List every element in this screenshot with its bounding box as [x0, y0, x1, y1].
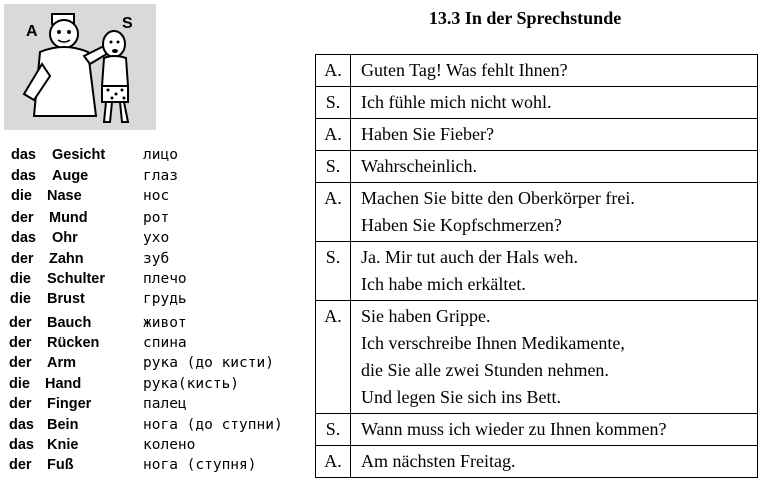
dialogue-line: Haben Sie Fieber?: [361, 124, 494, 144]
vocab-noun: Knie: [47, 437, 79, 453]
dialogue-row: [316, 151, 758, 183]
dialogue-line: Wann muss ich wieder zu Ihnen kommen?: [361, 419, 667, 439]
vocab-translation: нога (ступня): [143, 457, 257, 473]
vocab-noun: Bauch: [47, 315, 92, 331]
dialogue-row: [316, 87, 758, 119]
dialogue-row: [316, 446, 758, 478]
vocab-translation: рука(кисть): [143, 376, 240, 392]
vocab-translation: живот: [143, 315, 187, 331]
dialogue-line: Ja. Mir tut auch der Hals weh.: [361, 247, 578, 267]
dialogue-speaker: A.: [316, 446, 351, 478]
vocab-translation: рука (до кисти): [143, 355, 274, 371]
vocab-noun: Arm: [47, 355, 77, 371]
dialogue-line: Am nächsten Freitag.: [361, 451, 516, 471]
vocab-translation: палец: [143, 396, 187, 412]
vocab-noun: Zahn: [49, 251, 84, 267]
doctor-patient-illustration: [4, 4, 156, 130]
dialogue-text: [351, 183, 758, 242]
vocab-article: der: [9, 396, 32, 412]
dialogue-speaker: A.: [316, 301, 351, 414]
vocab-row: [0, 147, 300, 167]
vocab-translation: спина: [143, 335, 187, 351]
vocab-noun: Hand: [45, 376, 82, 392]
vocab-article: das: [9, 417, 34, 433]
vocab-translation: лицо: [143, 147, 178, 163]
dialogue-text: [351, 55, 758, 87]
vocab-article: der: [11, 251, 34, 267]
doctor-patient-drawing: [4, 4, 156, 130]
vocab-article: der: [9, 335, 32, 351]
dialogue-speaker: S.: [316, 242, 351, 301]
vocab-noun: Schulter: [47, 271, 106, 287]
vocab-row: [0, 396, 300, 416]
vocab-row: [0, 251, 300, 271]
vocab-article: der: [9, 457, 32, 473]
vocab-noun: Brust: [47, 291, 85, 307]
vocab-row: [0, 437, 300, 457]
dialogue-row: [316, 119, 758, 151]
dialogue-row: [316, 55, 758, 87]
dialogue-table: [315, 54, 758, 478]
vocab-row: [0, 210, 300, 230]
vocab-row: [0, 271, 300, 291]
vocab-translation: зуб: [143, 251, 170, 267]
dialogue-line: Guten Tag! Was fehlt Ihnen?: [361, 60, 568, 80]
label-s: S: [122, 15, 133, 32]
dialogue-row: [316, 414, 758, 446]
vocab-translation: глаз: [143, 168, 178, 184]
dialogue-line: Und legen Sie sich ins Bett.: [361, 387, 561, 407]
vocab-translation: нос: [143, 188, 170, 204]
label-a: A: [26, 23, 38, 40]
vocab-row: [0, 376, 300, 396]
vocab-row: [0, 335, 300, 355]
dialogue-speaker: S.: [316, 151, 351, 183]
vocab-row: [0, 188, 300, 208]
vocab-row: [0, 291, 300, 311]
vocab-row: [0, 168, 300, 188]
vocab-noun: Gesicht: [52, 147, 106, 163]
vocab-translation: грудь: [143, 291, 187, 307]
dialogue-line: Machen Sie bitte den Oberkörper frei.: [361, 188, 635, 208]
dialogue-line: Ich fühle mich nicht wohl.: [361, 92, 552, 112]
vocab-row: [0, 457, 300, 477]
dialogue-line: Ich habe mich erkältet.: [361, 274, 526, 294]
dialogue-text: [351, 301, 758, 414]
dialogue-line: die Sie alle zwei Stunden nehmen.: [361, 360, 609, 380]
page-title: 13.3 In der Sprechstunde: [428, 8, 622, 28]
dialogue-text: [351, 446, 758, 478]
vocab-article: der: [9, 355, 32, 371]
dialogue-speaker: S.: [316, 87, 351, 119]
vocab-article: das: [11, 168, 36, 184]
dialogue-speaker: A.: [316, 183, 351, 242]
vocab-noun: Finger: [47, 396, 92, 412]
vocab-row: [0, 417, 300, 437]
dialogue-speaker: S.: [316, 414, 351, 446]
dialogue-row: [316, 301, 758, 414]
vocab-translation: нога (до ступни): [143, 417, 283, 433]
vocab-article: das: [11, 147, 36, 163]
vocab-translation: ухо: [143, 230, 170, 246]
dialogue-line: Sie haben Grippe.: [361, 306, 491, 326]
vocab-noun: Bein: [47, 417, 79, 433]
vocab-article: die: [10, 271, 31, 287]
vocab-translation: рот: [143, 210, 170, 226]
dialogue-line: Wahrscheinlich.: [361, 156, 478, 176]
vocab-noun: Rücken: [47, 335, 100, 351]
vocabulary-list: [0, 143, 300, 488]
vocab-article: die: [10, 291, 31, 307]
vocab-article: das: [11, 230, 36, 246]
vocab-article: der: [9, 315, 32, 331]
vocab-row: [0, 315, 300, 335]
vocab-noun: Mund: [49, 210, 88, 226]
dialogue-row: [316, 183, 758, 242]
vocab-article: die: [9, 376, 30, 392]
vocab-row: [0, 355, 300, 375]
vocab-article: das: [9, 437, 34, 453]
vocab-noun: Auge: [52, 168, 89, 184]
vocab-row: [0, 230, 300, 250]
vocab-article: der: [11, 210, 34, 226]
dialogue-text: [351, 87, 758, 119]
dialogue-line: Haben Sie Kopfschmerzen?: [361, 215, 562, 235]
dialogue-line: Ich verschreibe Ihnen Medikamente,: [361, 333, 625, 353]
dialogue-row: [316, 242, 758, 301]
vocab-translation: плечо: [143, 271, 187, 287]
vocab-article: die: [11, 188, 32, 204]
dialogue-speaker: A.: [316, 119, 351, 151]
dialogue-text: [351, 414, 758, 446]
vocab-noun: Fuß: [47, 457, 74, 473]
dialogue-text: [351, 119, 758, 151]
vocab-noun: Ohr: [52, 230, 78, 246]
dialogue-text: [351, 242, 758, 301]
dialogue-text: [351, 151, 758, 183]
vocab-noun: Nase: [47, 188, 82, 204]
dialogue-speaker: A.: [316, 55, 351, 87]
vocab-translation: колено: [143, 437, 196, 453]
